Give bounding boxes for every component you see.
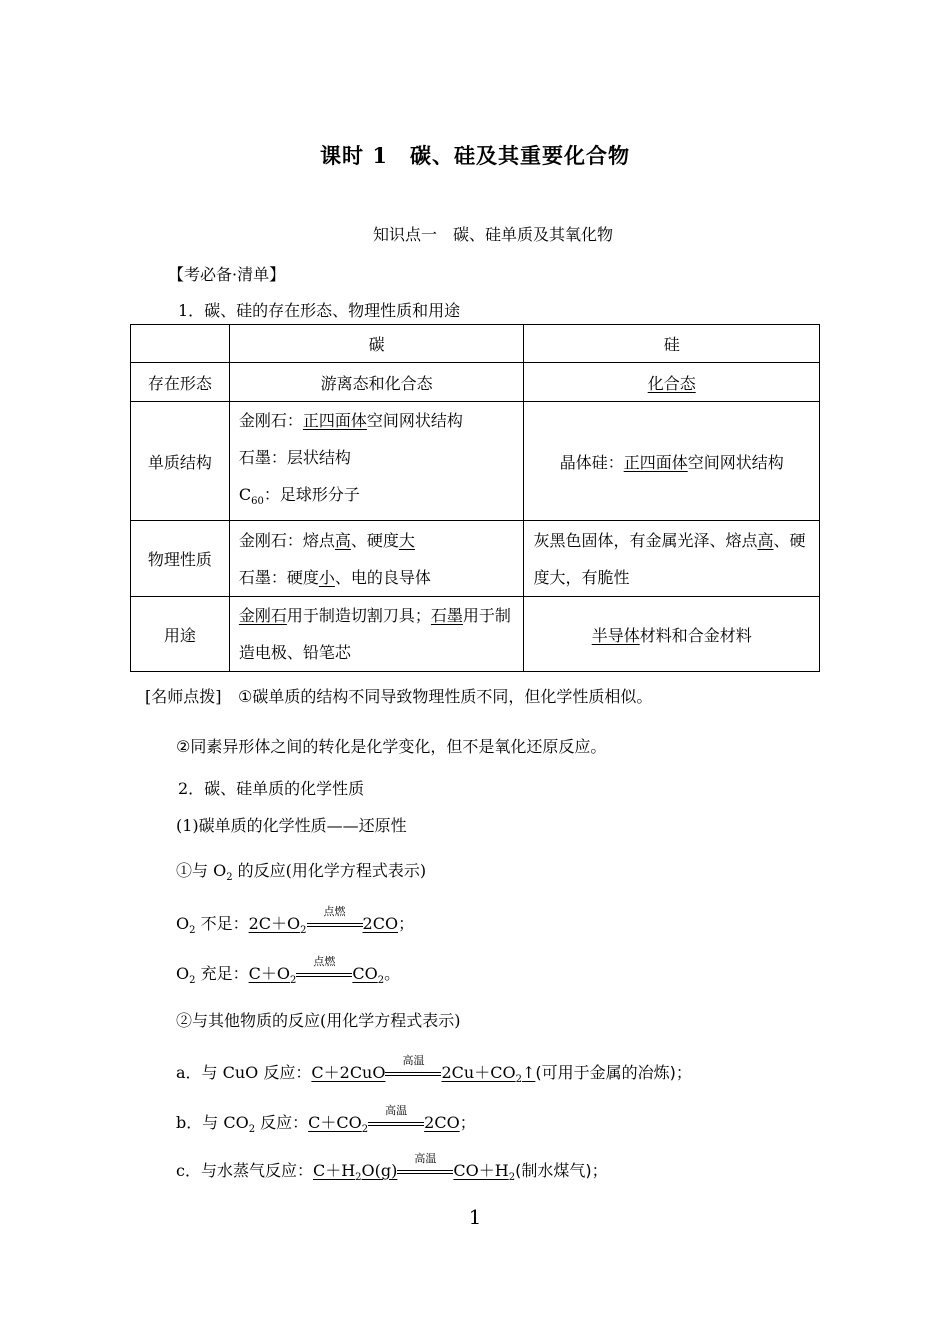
cell-text: 灰黑色固体，有金属光泽、熔点 — [533, 530, 758, 550]
item-text: 的反应(用化学方程式表示) — [232, 861, 427, 880]
eq-rhs: CO＋H — [453, 1161, 509, 1180]
eq-rhs: 2Cu＋CO — [441, 1063, 516, 1082]
row-label: 用途 — [131, 597, 230, 672]
equals-bar — [397, 1170, 453, 1174]
equation-answer — [308, 1103, 460, 1136]
subscript: 2 — [189, 925, 196, 937]
carbon-cell — [229, 402, 524, 521]
punctuation: ； — [398, 914, 415, 933]
eq-label: 充足： — [195, 964, 249, 983]
checklist-label: 【考必备·清单】 — [168, 265, 286, 284]
eq-label: c．与水蒸气反应： — [176, 1161, 313, 1180]
subscript: 2 — [300, 925, 307, 937]
cell-text: 石墨：硬度 — [238, 567, 319, 587]
underlined-answer: 高 — [334, 530, 351, 550]
tip-label: [名师点拨] — [145, 687, 222, 706]
cell-text: 用于制造切割刀具； — [286, 606, 431, 626]
gas-arrow: ↑ — [521, 1063, 536, 1082]
underlined-answer: 高 — [757, 530, 774, 550]
equals-bar — [307, 923, 363, 927]
reaction-condition — [397, 1151, 453, 1180]
cell-text: 晶体硅： — [559, 452, 624, 472]
table-header-row — [131, 325, 820, 363]
page-title: 课时 1 碳、硅及其重要化合物 — [320, 143, 630, 168]
subsection-1-heading: (1)碳单质的化学性质——还原性 — [176, 816, 407, 835]
punctuation: ； — [459, 1113, 476, 1132]
section-1-heading: 1．碳、硅的存在形态、物理性质和用途 — [178, 301, 461, 320]
equation-o2-insufficient — [176, 904, 415, 937]
page-number: 1 — [468, 1205, 482, 1229]
silicon-cell — [524, 597, 820, 672]
equals-bar — [296, 973, 352, 977]
underlined-answer: 大 — [398, 530, 415, 550]
eq-rhs: CO — [352, 964, 378, 983]
tip-2: ②同素异形体之间的转化是化学变化，但不是氧化还原反应。 — [176, 737, 607, 756]
condition-label: 高温 — [385, 1103, 408, 1117]
silicon-cell — [524, 363, 820, 402]
subscript: 2 — [226, 872, 233, 884]
cell-text: 空间网状结构 — [366, 411, 463, 430]
carbon-silicon-table — [130, 324, 820, 672]
eq-rhs: 2CO — [362, 914, 399, 933]
underlined-answer: 正四面体 — [623, 452, 688, 472]
subscript: 2 — [289, 975, 297, 987]
equation-answer — [248, 904, 399, 937]
subscript: 2 — [508, 1172, 516, 1184]
equals-bar — [368, 1122, 424, 1126]
table-header-silicon: 硅 — [524, 325, 820, 363]
reaction-condition — [368, 1103, 424, 1132]
table-header-empty — [131, 325, 230, 363]
cell-text: C — [238, 485, 252, 504]
equation-water-vapor — [176, 1151, 608, 1184]
eq-rhs: 2CO — [424, 1113, 460, 1132]
condition-label: 点燃 — [313, 954, 336, 968]
table-row — [131, 597, 820, 672]
equals-bar — [385, 1072, 441, 1076]
cell-text: 材料和合金材料 — [639, 625, 752, 645]
eq-label: 不足： — [195, 914, 249, 933]
carbon-cell: 游离态和化合态 — [229, 363, 524, 402]
eq-lhs: O(g) — [361, 1161, 398, 1180]
row-label: 单质结构 — [131, 402, 230, 521]
cell-text: 金刚石： — [238, 411, 303, 430]
eq-label: 反应： — [255, 1113, 309, 1132]
cell-text: 石墨：层状结构 — [238, 448, 351, 467]
reaction-condition — [296, 954, 352, 983]
silicon-cell — [524, 402, 820, 521]
eq-note: (制水煤气)； — [515, 1161, 608, 1180]
carbon-cell — [229, 597, 524, 672]
cell-text: 金刚石：熔点 — [238, 530, 335, 550]
item-text: ①与 O — [176, 861, 227, 880]
item-1 — [176, 858, 426, 883]
equation-answer — [311, 1053, 536, 1086]
underlined-answer: 半导体 — [591, 625, 640, 645]
reaction-condition — [307, 904, 363, 933]
eq-label: O — [176, 964, 190, 983]
underlined-answer: 金刚石 — [238, 606, 287, 626]
eq-lhs: C＋2CuO — [311, 1063, 386, 1082]
silicon-cell — [524, 521, 820, 597]
underlined-answer: 小 — [318, 567, 335, 587]
subscript: 2 — [355, 1172, 362, 1184]
cell-text: 空间网状结构 — [687, 452, 784, 472]
eq-label: b．与 CO — [176, 1113, 249, 1132]
table-row — [131, 363, 820, 402]
equation-o2-sufficient — [176, 954, 401, 987]
section-subtitle: 知识点一 碳、硅单质及其氧化物 — [372, 225, 613, 244]
subscript: 60 — [251, 496, 264, 508]
condition-label: 高温 — [402, 1053, 425, 1067]
equation-cuo — [176, 1053, 692, 1086]
carbon-cell — [229, 521, 524, 597]
row-label: 存在形态 — [131, 363, 230, 402]
equation-co2 — [176, 1103, 476, 1136]
cell-text: 度大，有脆性 — [533, 567, 630, 587]
tip-1: ①碳单质的结构不同导致物理性质不同，但化学性质相似。 — [238, 687, 653, 706]
condition-label: 点燃 — [323, 904, 346, 918]
table-header-carbon: 碳 — [229, 325, 524, 363]
eq-label: O — [176, 914, 190, 933]
table-row — [131, 402, 820, 521]
eq-lhs: C＋O — [248, 964, 290, 983]
punctuation: 。 — [384, 964, 401, 983]
item-2: ②与其他物质的反应(用化学方程式表示) — [176, 1011, 461, 1030]
subscript: 2 — [189, 975, 196, 987]
subscript: 2 — [377, 975, 385, 987]
equation-answer — [248, 954, 385, 987]
underlined-answer: 化合态 — [647, 373, 696, 393]
cell-text: 造电极、铅笔芯 — [238, 643, 351, 663]
cell-text: 用于制 — [462, 606, 511, 626]
row-label: 物理性质 — [131, 521, 230, 597]
eq-lhs: C＋H — [312, 1161, 356, 1180]
eq-label: a．与 CuO 反应： — [176, 1063, 312, 1082]
section-2-heading: 2．碳、硅单质的化学性质 — [178, 779, 365, 798]
underlined-answer: 正四面体 — [302, 411, 367, 430]
cell-text: 、电的良导体 — [334, 567, 431, 587]
condition-label: 高温 — [414, 1151, 437, 1165]
subscript: 2 — [361, 1124, 369, 1136]
eq-lhs: C＋CO — [308, 1113, 362, 1132]
underlined-answer: 石墨 — [430, 606, 463, 626]
equation-answer — [312, 1151, 516, 1184]
table-row — [131, 521, 820, 597]
reaction-condition — [385, 1053, 441, 1082]
subscript: 2 — [248, 1124, 256, 1136]
cell-text: 、硬度 — [350, 530, 399, 550]
subscript: 2 — [515, 1074, 522, 1086]
cell-text: 、硬 — [773, 530, 806, 550]
eq-note: (可用于金属的冶炼)； — [535, 1063, 692, 1082]
cell-text: ：足球形分子 — [263, 485, 360, 504]
eq-lhs: 2C＋O — [248, 914, 301, 933]
